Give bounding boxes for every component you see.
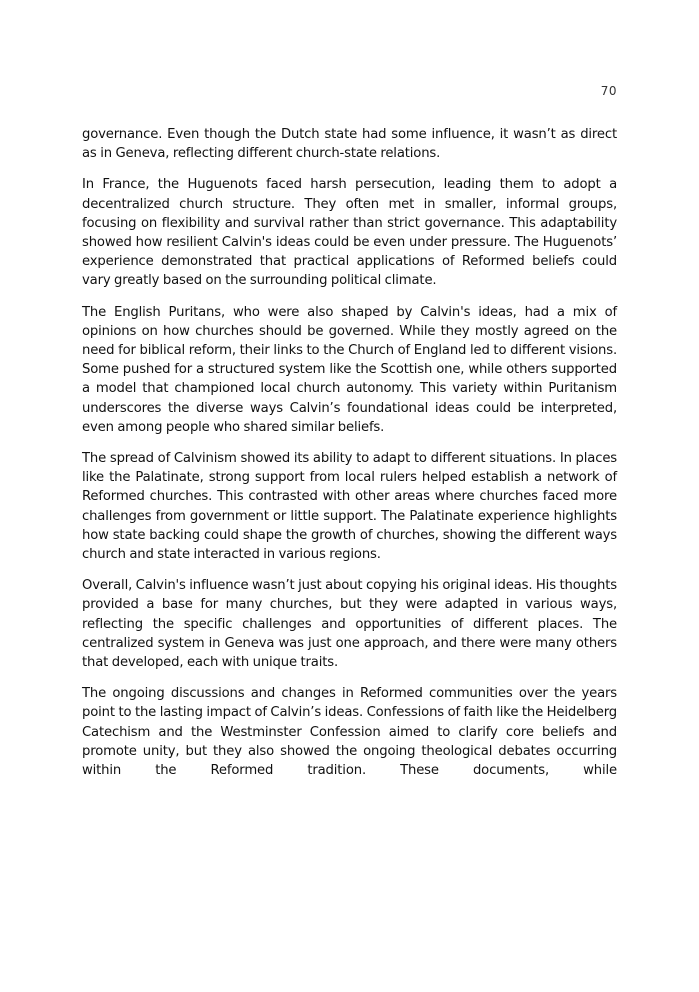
paragraph-ongoing-discussions: The ongoing discussions and changes in Reformed communities over the years point to the lasting impact of Calvin’s ideas. Confessions of faith like the Heidelberg Catechism and the Westminster Confession aimed to clarify core beliefs and promote unity, but they also showed the ongoing theological debates occurring within the Reformed tradition. These documents, while	[82, 686, 617, 779]
paragraph-overall-influence: Overall, Calvin's influence wasn’t just about copying his original ideas. His thoughts provided a base for many churches, but they were adapted in various ways, reflecting the specific challenges and opportunities of different places. The centralized system in Geneva was just one approach, and there were many others that developed, each with unique traits.	[82, 578, 617, 671]
page-number: 70	[600, 84, 617, 98]
paragraph-spread-of-calvinism: The spread of Calvinism showed its ability to adapt to different situations. In places like the Palatinate, strong support from local rulers helped establish a network of Reformed churches. This contrasted with other areas where churches faced more challenges from government or little support. The Palatinate experience highlights how state backing could shape the growth of churches, showing the different ways church and state interacted in various regions.	[82, 451, 617, 563]
paragraph-huguenots: In France, the Huguenots faced harsh persecution, leading them to adopt a decentralized church structure. They often met in smaller, informal groups, focusing on flexibility and survival rather than strict governance. This adaptability showed how resilient Calvin's ideas could be even under pressure. The Huguenots’ experience demonstrated that practical applications of Reformed beliefs could vary greatly based on the surrounding political climate.	[82, 177, 617, 289]
page-body	[82, 125, 617, 792]
paragraph-dutch-governance: governance. Even though the Dutch state had some influence, it wasn’t as direct as in Geneva, reflecting different church-state relations.	[82, 127, 617, 162]
paragraph-english-puritans: The English Puritans, who were also shaped by Calvin's ideas, had a mix of opinions on how churches should be governed. While they mostly agreed on the need for biblical reform, their links to the Church of England led to different visions. Some pushed for a structured system like the Scottish one, while others supported a model that championed local church autonomy. This variety within Puritanism underscores the diverse ways Calvin’s foundational ideas could be interpreted, even among people who shared similar beliefs.	[82, 304, 617, 435]
